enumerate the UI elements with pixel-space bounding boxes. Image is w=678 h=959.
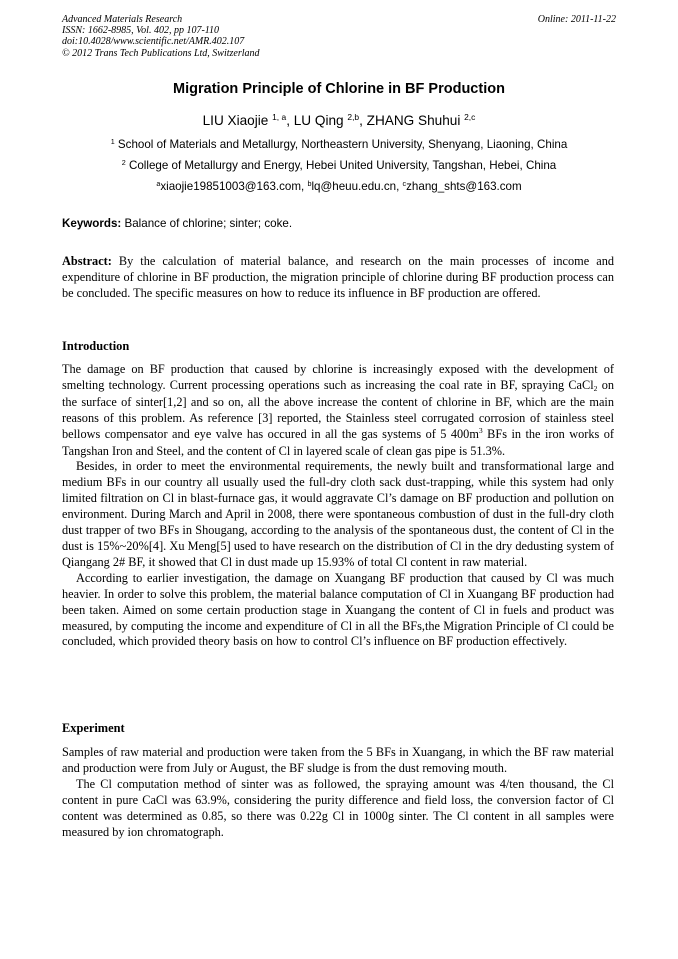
abstract [62,254,614,302]
doi-line: doi:10.4028/www.scientific.net/AMR.402.107 [62,36,245,48]
intro-paragraph-2: Besides, in order to meet the environmental requirements, the newly built and transformational large and medium BFs in our country all usually used the full-dry cloth sack dust-trapping, while this system had only limited filtration on Cl in blast-furnace gas, it would aggravate Cl’s damage on BF production and pollution on environment. During March and April in 2008, there were spontaneous combustion of dust in the full-dry cloth dust trapper of two BFs in Shougang, according to the analysis of the spontaneous dust, the content of Cl in the dust is 15%~20%[4]. Xu Meng[5] used to have research on the distribution of Cl in the dry dedusting system of Qiangang 2# BF, it showed that Cl in dust made up 15.93% of total Cl content in raw material. [62,459,614,569]
affiliation-number: 2 [121,158,126,168]
email-a: xiaojie19851003@163.com, [160,180,308,193]
affiliation-number: 1 [110,137,115,147]
journal-name: Advanced Materials Research [62,14,183,25]
author-list [0,113,678,128]
author-name: , LU Qing [286,113,348,128]
experiment-paragraph-1: Samples of raw material and production were taken from the 5 BFs in Xuangang, in which the BF raw material and production were from July or August, the BF sludge is from the dust removing mouth. [62,745,614,775]
affiliation-text: School of Materials and Metallurgy, Northeastern University, Shenyang, Liaoning, China [114,138,568,151]
affiliation-2 [0,159,678,172]
abstract-text: By the calculation of material balance, and research on the main processes of income and expenditure of chlorine in BF production, the migration principle of chlorine during BF production process can be concluded. The specific measures on how to reduce its influence in BF production are offered. [62,254,614,300]
email-mark: a [156,179,161,189]
journal-header [62,14,616,59]
author-affiliation-mark: 2,b [347,112,360,123]
author-name: , ZHANG Shuhui [359,113,465,128]
email-mark: c [402,179,407,189]
keywords [62,217,616,230]
abstract-label: Abstract: [62,254,112,268]
author-affiliation-mark: 1, a [272,112,287,123]
introduction-heading: Introduction [62,339,130,353]
intro-text: The damage on BF production that caused by chlorine is increasingly exposed with the development of smelting technology. Current processing operations such as increasing the coal rate in BF, spraying CaCl [62,362,614,392]
keywords-text: Balance of chlorine; sinter; coke. [121,217,293,230]
email-mark: b [307,179,312,189]
subscript: 2 [593,384,598,394]
online-date: Online: 2011-11-22 [537,14,616,25]
author-affiliation-mark: 2,c [464,112,476,123]
experiment-heading: Experiment [62,721,125,735]
superscript: 3 [478,426,483,436]
copyright-line: © 2012 Trans Tech Publications Ltd, Switzerland [62,47,260,59]
intro-paragraph-1 [62,362,614,459]
experiment-paragraph-2: The Cl computation method of sinter was as followed, the spraying amount was 4/ten thousand, the Cl content in pure CaCl was 63.9%, considering the purity difference and field loss, the conversion factor of Cl content was determined as 0.85, so there was 0.22g Cl in 1000g sinter. The Cl content in all samples were measured by ion chromatograph. [62,776,614,839]
experiment-body [62,745,614,840]
keywords-label: Keywords: [62,217,122,230]
affiliation-text: College of Metallurgy and Energy, Hebei United University, Tangshan, Hebei, China [125,159,557,172]
intro-paragraph-3: According to earlier investigation, the damage on Xuangang BF production that caused by Cl was much heavier. In order to solve this problem, the material balance computation of Cl in Xuangang BF production had been taken. Aimed on some certain production stage in Xuangang the content of Cl in fuels and product was measured, by computing the income and expenditure of Cl in all the BFs,the Migration Principle of Cl could be concluded, which provided theory basis on how to control Cl’s influence on BF production effectively. [62,570,614,649]
paper-title: Migration Principle of Chlorine in BF Production [173,81,505,97]
issn-line: ISSN: 1662-8985, Vol. 402, pp 107-110 [62,25,220,37]
author-name: LIU Xiaojie [202,113,273,128]
introduction-body [62,362,614,650]
author-emails [0,180,678,193]
email-b: lq@heuu.edu.cn, [311,180,403,193]
intro-text: on the surface of sinter[1,2] and so on, all the above increase the content of chlorine in BF, which are the main reasons of this problem. As reference [3] reported, the Stainless steel corrugated corrosion of stainless steel bellows compensator and eye valve has occured in all the gas systems of 5 400m [62,377,614,441]
intro-text: BFs in the iron works of Tangshan Iron and Steel, and the content of Cl in layered scale of clean gas pipe is 51.3%. [62,426,614,458]
email-c: zhang_shts@163.com [406,180,522,193]
affiliation-1 [0,138,678,151]
